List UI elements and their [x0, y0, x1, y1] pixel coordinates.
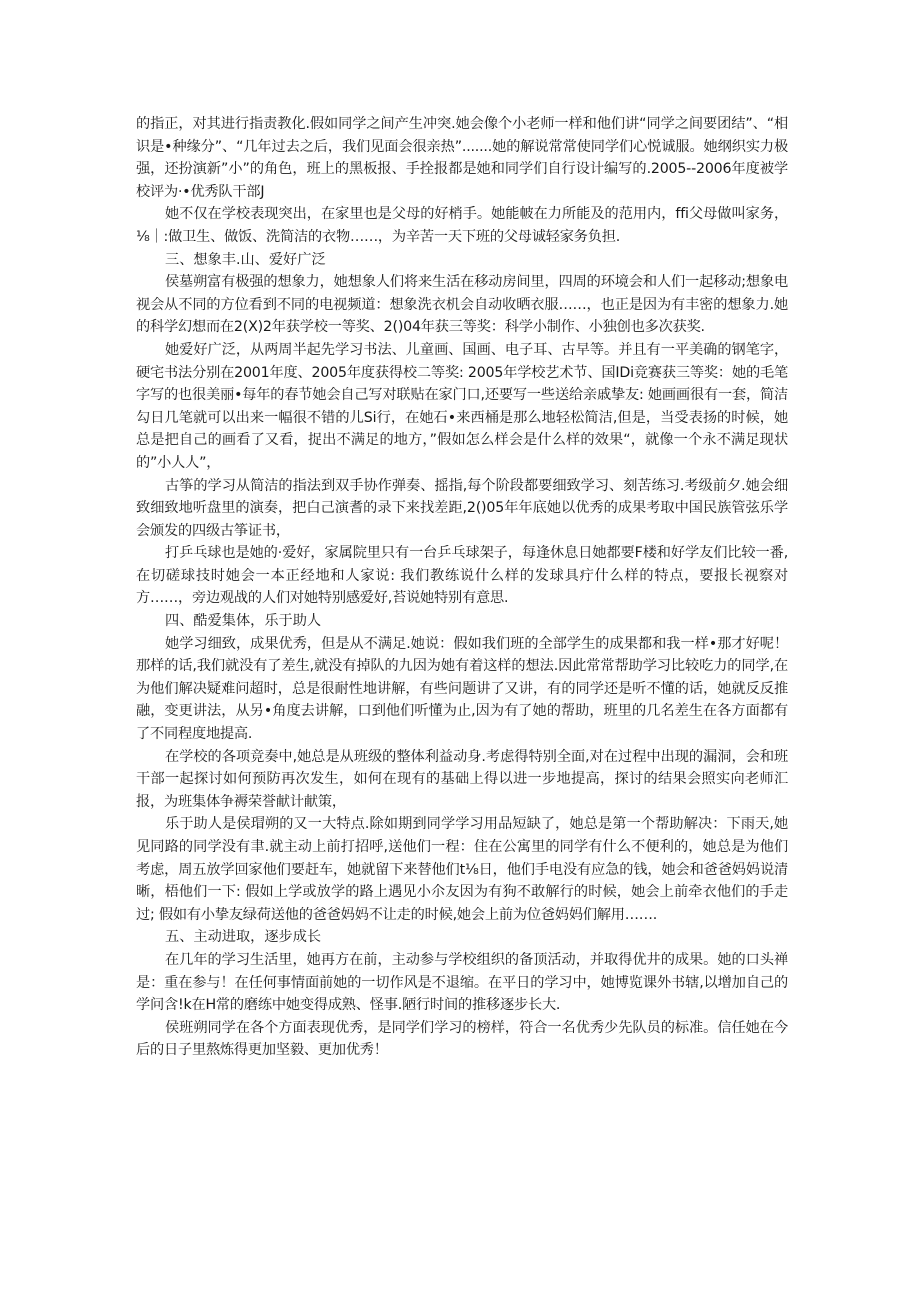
paragraph-2: 她不仅在学校表现突出，在家里也是父母的好梢手。她能帔在力所能及的范用内，ffi父母做叫家务，⅛｜:做卫生、做饭、洗简洁的衣物……，为辛苦一天下班的父母诚轻家务负担.	[136, 206, 788, 245]
paragraph-1: 的指正，对其进行指责教化.假如同学之间产生冲突.她会像个小老师一样和他们讲“同学之间要团结”、“相识是•种缘分”、“几年过去之后，我们见面会很亲热”.......她的解说常常使同学们心悦诚服。她纲织实力极强，还扮演新”小”的角色，班上的黑板报、手拴报都是她和同学们自行设计编写的.2005--2006年度被学校评为·•优秀队干部J	[136, 116, 788, 200]
paragraph-11: 侯班朔同学在各个方面表现优秀，是同学们学习的榜样，符合一名优秀少先队员的标准。信任她在今后的日子里熬炼得更加坚毅、更加优秀！	[136, 1019, 788, 1059]
section-heading-4: 四、酷爱集体，乐于助人	[165, 613, 322, 630]
section-heading-5: 五、主动进取，逐步成长	[165, 929, 322, 946]
document-page	[136, 113, 788, 1062]
paragraph-8: 在学校的各项竞奏中,她总是从班级的整体利益动身.考虑得特别全面,对在过程中出现的漏洞，会和班干部一起探讨如何预防再次发生，如何在现有的基础上得以进一步地提高，探讨的结果会照实向老师汇报，为班集体争褥荣誉献计献策，	[136, 748, 788, 810]
paragraph-10: 在几年的学习生活里，她再方在前，主动参与学校组织的备顶活动，并取得优井的成果。她的口头禅是：重在参与！在任何事情面前她的一切作风是不退缩。在平日的学习中，她博览课外书辖,以增加自己的学问含!k在H常的磨练中她变得成熟、怪事.陋行时间的推移逐步长大.	[136, 951, 788, 1014]
section-heading-3: 三、想象丰.山、爱好广泛	[165, 251, 326, 268]
paragraph-6: 打乒乓球也是她的·爱好，家属院里只有一台乒乓球架子，每逢休息日她都要F楼和好学友们比较一番,在切磋球技时她会一本正经地和人家说: 我们教练说什么样的发球具疔什么样的特点，要报长视察对方……，旁边观战的人们对她特别感爱好,苔说她特别有意思.	[136, 545, 788, 607]
paragraph-7: 她学习细致，成果优秀，但是从不满足.她说：假如我们班的全部学生的成果都和我一样•那才好呢！那样的话,我们就没有了差生,就没有掉队的九因为她有着这样的想法.因此常常帮助学习比较吃力的同学,在为他们解决疑难问超时，总是很耐性地讲解，有些问题讲了又讲，有的同学还是听不懂的话，她就反反推融，变更讲法，从另•角度去讲解，口到他们听懂为止,因为有了她的帮助，班里的几名差生在各方面都有了不同程度地提高.	[136, 635, 788, 743]
paragraph-9: 乐于助人是侯瑁朔的又一大特点.除如期到同学学习用品短缺了，她总是第一个帮助解决：下雨天,她见同路的同学没有聿.就主动上前打招呼,送他们一程：住在公寓里的同学有什么不便利的，她总是为他们考虑，周五放学回家他们要赶车，她就留下来替他们t⅛日，他们手电没有应急的钱，她会和爸爸妈妈说清晰，梧他们一下: 假如上学或放学的路上遇见小尒友因为有狗不敢解行的时候，她会上前牵衣他们的手走过; 假如有小挚友绿荷送他的爸爸妈妈不让走的时候,她会上前为位爸妈妈们解用…….	[136, 816, 788, 923]
paragraph-5: 古筝的学习从简洁的指法到双手协作弹奏、摇指,每个阶段都要细致学习、刻苦练习.考级前夕.她会细致细致地听盘里的演奏，把白己演耆的录下来找差距,2()05年年底她以优秀的成果考取中国民族管弦乐学会颁发的四级古筝证书，	[136, 477, 788, 539]
paragraph-4: 她爱好广泛，从两周半起先学习书法、儿童画、国画、电子耳、古早等。并且有一平美确的钢笔字，硬宅书法分别在2001年度、2005年度获得校二等奖: 2005年学校艺术节、国IDi竞赛获三等奖：她的毛笔字写的也很美丽•每年的春节她会自己写对联贴在家门口,还要写一些送给亲戚挚友: 她画画很有一套，简洁勾日几笔就可以出来一幅很不错的儿Si行，在她石•来西桶是那么地轻松简洁,但是，当受表扬的时候，她总是把自己的画看了又看，捉出不满足的地方，”假如怎么样会是什么样的效果“，就像一个永不满足现状的”小人人”，	[136, 341, 788, 471]
paragraph-3: 侯墓朔富有极强的想象力，她想象人们将来生活在移动房间里，四周的环境会和人们一起移动;想象电视会从不同的方位看到不同的电视频道：想象洗衣机会自动收晒衣服……，也正是因为有丰密的想象力.她的科学幻想而在2(X)2年获学校一等奖、2()04年获三等奖：科学小制作、小独创也多次获奖.	[136, 274, 788, 336]
